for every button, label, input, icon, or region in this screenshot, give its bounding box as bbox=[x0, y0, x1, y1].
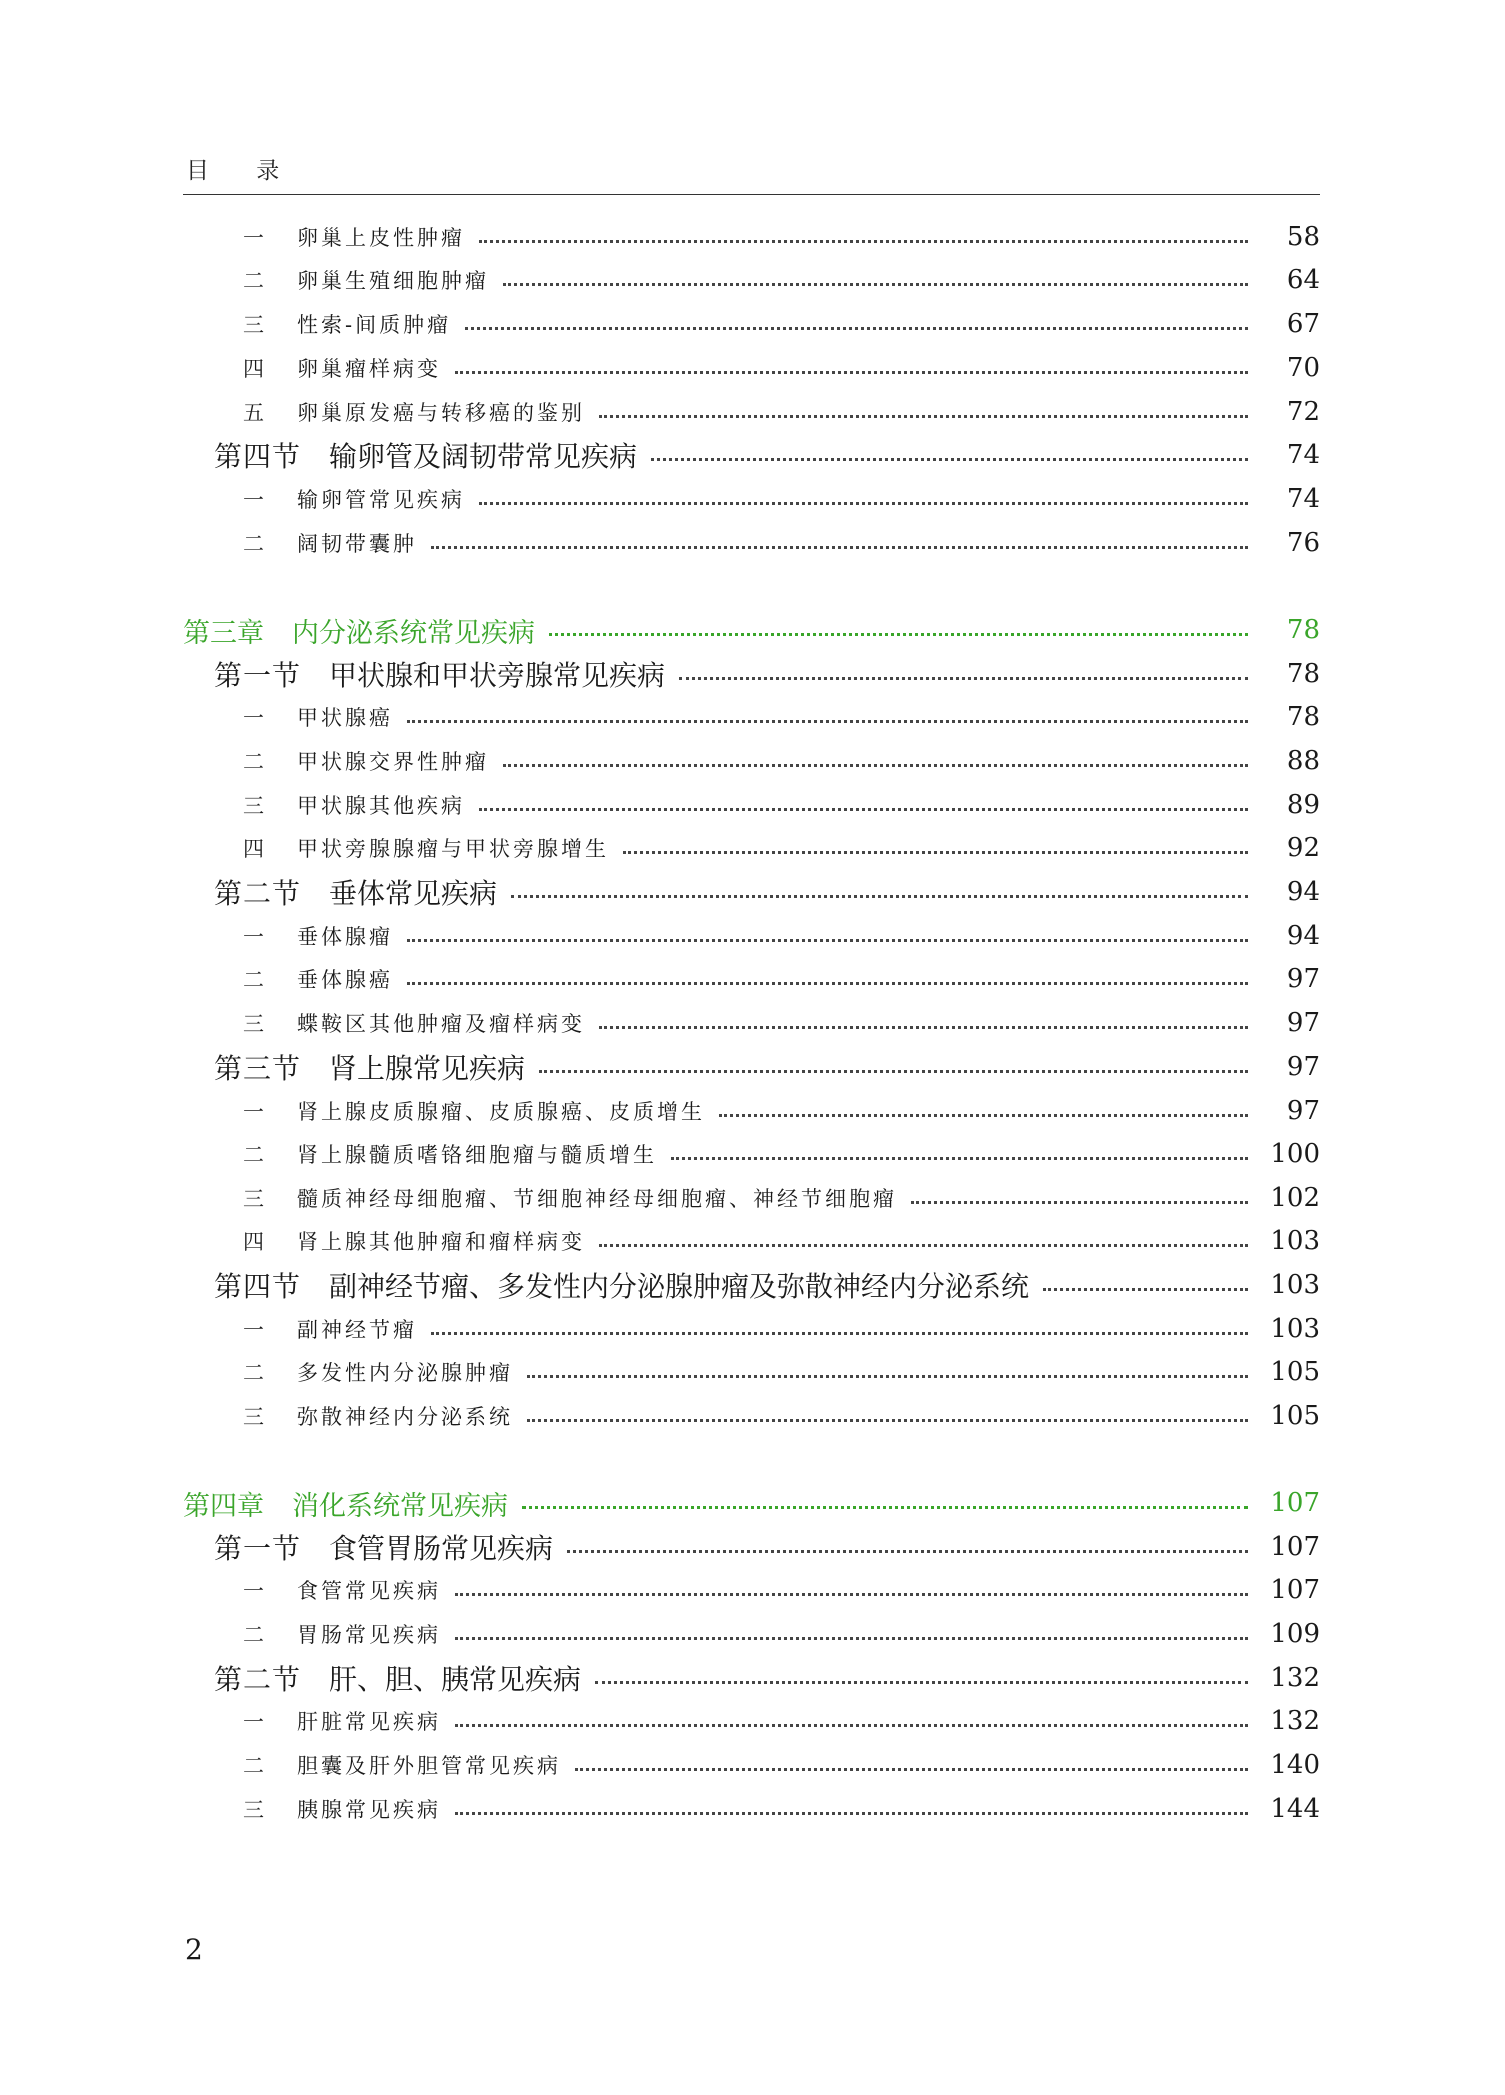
toc-item-number: 一 bbox=[243, 226, 264, 250]
dot-leader bbox=[407, 939, 1248, 942]
toc-item-number: 一 bbox=[243, 1100, 264, 1124]
toc-item-row[interactable] bbox=[0, 1309, 1505, 1349]
toc-page-number: 105 bbox=[1270, 1357, 1320, 1387]
toc-item-title: 甲状腺癌 bbox=[297, 706, 393, 730]
toc-item-title: 卵巢上皮性肿瘤 bbox=[297, 226, 465, 250]
toc-item-number: 五 bbox=[243, 401, 264, 425]
toc-page-number: 140 bbox=[1270, 1750, 1320, 1780]
toc-page-number: 94 bbox=[1286, 877, 1320, 907]
toc-page-number: 70 bbox=[1286, 353, 1320, 383]
toc-item-row[interactable] bbox=[0, 260, 1505, 300]
toc-page-number: 72 bbox=[1286, 397, 1320, 427]
toc-item-number: 一 bbox=[243, 706, 264, 730]
toc-item-title: 卵巢原发癌与转移癌的鉴别 bbox=[297, 401, 585, 425]
toc-page-number: 78 bbox=[1286, 702, 1320, 732]
dot-leader bbox=[455, 371, 1248, 374]
toc-page-number: 103 bbox=[1270, 1270, 1320, 1300]
toc-item-title: 髓质神经母细胞瘤、节细胞神经母细胞瘤、神经节细胞瘤 bbox=[297, 1187, 897, 1211]
toc-section-title: 副神经节瘤、多发性内分泌腺肿瘤及弥散神经内分泌系统 bbox=[329, 1270, 1030, 1303]
dot-leader bbox=[599, 1244, 1248, 1247]
dot-leader bbox=[575, 1768, 1248, 1771]
toc-chapter-row[interactable] bbox=[0, 610, 1505, 650]
dot-leader bbox=[479, 808, 1248, 811]
dot-leader bbox=[549, 633, 1248, 636]
toc-page-number: 97 bbox=[1286, 1008, 1320, 1038]
toc-item-number: 三 bbox=[243, 1798, 264, 1822]
toc-item-row[interactable] bbox=[0, 1789, 1505, 1829]
toc-item-row[interactable] bbox=[0, 1134, 1505, 1174]
toc-item-title: 胃肠常见疾病 bbox=[297, 1623, 441, 1647]
dot-leader bbox=[511, 895, 1248, 898]
toc-item-row[interactable] bbox=[0, 1745, 1505, 1785]
toc-item-number: 二 bbox=[243, 532, 264, 556]
dot-leader bbox=[719, 1114, 1248, 1117]
toc-item-number: 三 bbox=[243, 1012, 264, 1036]
toc-item-title: 食管常见疾病 bbox=[297, 1579, 441, 1603]
toc-item-number: 一 bbox=[243, 1579, 264, 1603]
toc-section-label: 第三节 bbox=[214, 1052, 302, 1085]
toc-item-title: 肾上腺其他肿瘤和瘤样病变 bbox=[297, 1230, 585, 1254]
toc-item-number: 一 bbox=[243, 1318, 264, 1342]
toc-page-number: 74 bbox=[1286, 440, 1320, 470]
toc-item-number: 二 bbox=[243, 1143, 264, 1167]
toc-item-number: 一 bbox=[243, 488, 264, 512]
toc-page-number: 132 bbox=[1270, 1663, 1320, 1693]
toc-page-number: 92 bbox=[1286, 833, 1320, 863]
toc-item-title: 肝脏常见疾病 bbox=[297, 1710, 441, 1734]
dot-leader bbox=[911, 1201, 1248, 1204]
toc-item-number: 二 bbox=[243, 968, 264, 992]
toc-page-number: 67 bbox=[1286, 309, 1320, 339]
dot-leader bbox=[623, 851, 1248, 854]
toc-page-number: 97 bbox=[1286, 1096, 1320, 1126]
toc-chapter-label: 第四章 bbox=[183, 1490, 264, 1522]
toc-item-title: 输卵管常见疾病 bbox=[297, 488, 465, 512]
toc-page-number: 78 bbox=[1286, 615, 1320, 645]
toc-page-number: 102 bbox=[1270, 1183, 1320, 1213]
dot-leader bbox=[599, 1026, 1248, 1029]
toc-item-title: 肾上腺髓质嗜铬细胞瘤与髓质增生 bbox=[297, 1143, 657, 1167]
toc-item-row[interactable] bbox=[0, 697, 1505, 737]
toc-item-title: 垂体腺瘤 bbox=[297, 925, 393, 949]
toc-item-row[interactable] bbox=[0, 828, 1505, 868]
toc-page-number: 107 bbox=[1270, 1575, 1320, 1605]
toc-section-row[interactable] bbox=[0, 654, 1505, 694]
toc-section-label: 第四节 bbox=[214, 1270, 302, 1303]
toc-chapter-title: 内分泌系统常见疾病 bbox=[292, 617, 535, 649]
toc-section-label: 第四节 bbox=[214, 440, 302, 473]
toc-item-number: 四 bbox=[243, 1230, 264, 1254]
dot-leader bbox=[567, 1550, 1248, 1553]
toc-item-title: 弥散神经内分泌系统 bbox=[297, 1405, 513, 1429]
toc-page-number: 74 bbox=[1286, 484, 1320, 514]
toc-item-row[interactable] bbox=[0, 1396, 1505, 1436]
toc-section-title: 输卵管及阔韧带常见疾病 bbox=[329, 440, 638, 473]
toc-page-number: 109 bbox=[1270, 1619, 1320, 1649]
toc-chapter-label: 第三章 bbox=[183, 617, 264, 649]
dot-leader bbox=[651, 458, 1248, 461]
toc-item-title: 甲状腺其他疾病 bbox=[297, 794, 465, 818]
toc-item-row[interactable] bbox=[0, 392, 1505, 432]
dot-leader bbox=[595, 1681, 1248, 1684]
toc-item-row[interactable] bbox=[0, 1614, 1505, 1654]
toc-page-number: 107 bbox=[1270, 1532, 1320, 1562]
dot-leader bbox=[479, 502, 1248, 505]
toc-section-row[interactable] bbox=[0, 1527, 1505, 1567]
toc-item-number: 四 bbox=[243, 357, 264, 381]
dot-leader bbox=[503, 764, 1248, 767]
toc-item-row[interactable] bbox=[0, 1570, 1505, 1610]
toc-item-row[interactable] bbox=[0, 959, 1505, 999]
toc-section-row[interactable] bbox=[0, 872, 1505, 912]
toc-section-row[interactable] bbox=[0, 1265, 1505, 1305]
dot-leader bbox=[539, 1070, 1248, 1073]
toc-section-title: 垂体常见疾病 bbox=[329, 877, 498, 910]
toc-page-number: 78 bbox=[1286, 659, 1320, 689]
toc-item-row[interactable] bbox=[0, 1352, 1505, 1392]
toc-chapter-title: 消化系统常见疾病 bbox=[292, 1490, 508, 1522]
toc-item-title: 胆囊及肝外胆管常见疾病 bbox=[297, 1754, 561, 1778]
toc-section-label: 第二节 bbox=[214, 877, 302, 910]
toc-section-title: 食管胃肠常见疾病 bbox=[329, 1532, 554, 1565]
toc-page-number: 97 bbox=[1286, 1052, 1320, 1082]
toc-item-number: 一 bbox=[243, 925, 264, 949]
dot-leader bbox=[431, 546, 1248, 549]
toc-page-number: 58 bbox=[1286, 222, 1320, 252]
dot-leader bbox=[407, 720, 1248, 723]
dot-leader bbox=[455, 1593, 1248, 1596]
dot-leader bbox=[527, 1375, 1248, 1378]
toc-item-row[interactable] bbox=[0, 1003, 1505, 1043]
toc-item-title: 甲状旁腺腺瘤与甲状旁腺增生 bbox=[297, 837, 609, 861]
toc-item-row[interactable] bbox=[0, 741, 1505, 781]
toc-page-number: 132 bbox=[1270, 1706, 1320, 1736]
toc-page-number: 97 bbox=[1286, 964, 1320, 994]
toc-item-row[interactable] bbox=[0, 1221, 1505, 1261]
toc-page-number: 88 bbox=[1286, 746, 1320, 776]
toc-section-title: 肝、胆、胰常见疾病 bbox=[329, 1663, 582, 1696]
toc-page-number: 103 bbox=[1270, 1314, 1320, 1344]
toc-chapter-row[interactable] bbox=[0, 1483, 1505, 1523]
toc-item-title: 垂体腺癌 bbox=[297, 968, 393, 992]
toc-item-row[interactable] bbox=[0, 523, 1505, 563]
toc-item-row[interactable] bbox=[0, 1091, 1505, 1131]
toc-item-number: 二 bbox=[243, 750, 264, 774]
toc-item-row[interactable] bbox=[0, 1178, 1505, 1218]
toc-item-title: 阔韧带囊肿 bbox=[297, 532, 417, 556]
toc-item-row[interactable] bbox=[0, 348, 1505, 388]
toc-page-number: 89 bbox=[1286, 790, 1320, 820]
dot-leader bbox=[455, 1637, 1248, 1640]
toc-item-title: 甲状腺交界性肿瘤 bbox=[297, 750, 489, 774]
toc-item-number: 三 bbox=[243, 1405, 264, 1429]
toc-page-number: 107 bbox=[1270, 1488, 1320, 1518]
toc-item-number: 四 bbox=[243, 837, 264, 861]
toc-page-number: 64 bbox=[1286, 265, 1320, 295]
toc-item-row[interactable] bbox=[0, 1701, 1505, 1741]
dot-leader bbox=[503, 283, 1248, 286]
dot-leader bbox=[1043, 1288, 1248, 1291]
toc-item-number: 三 bbox=[243, 313, 264, 337]
toc-item-number: 三 bbox=[243, 794, 264, 818]
toc-item-title: 多发性内分泌腺肿瘤 bbox=[297, 1361, 513, 1385]
dot-leader bbox=[431, 1332, 1248, 1335]
toc-item-row[interactable] bbox=[0, 217, 1505, 257]
toc-section-title: 肾上腺常见疾病 bbox=[329, 1052, 526, 1085]
toc-section-title: 甲状腺和甲状旁腺常见疾病 bbox=[329, 659, 666, 692]
page-number: 2 bbox=[185, 1933, 203, 1966]
toc-page-number: 144 bbox=[1270, 1794, 1320, 1824]
toc-section-row[interactable] bbox=[0, 1658, 1505, 1698]
toc-item-row[interactable] bbox=[0, 916, 1505, 956]
toc-section-row[interactable] bbox=[0, 435, 1505, 475]
toc-item-title: 蝶鞍区其他肿瘤及瘤样病变 bbox=[297, 1012, 585, 1036]
dot-leader bbox=[455, 1812, 1248, 1815]
toc-item-number: 二 bbox=[243, 1754, 264, 1778]
toc-item-row[interactable] bbox=[0, 304, 1505, 344]
dot-leader bbox=[522, 1506, 1248, 1509]
toc-item-title: 胰腺常见疾病 bbox=[297, 1798, 441, 1822]
dot-leader bbox=[599, 415, 1248, 418]
toc-item-title: 卵巢生殖细胞肿瘤 bbox=[297, 269, 489, 293]
toc-item-number: 二 bbox=[243, 1623, 264, 1647]
toc-section-row[interactable] bbox=[0, 1047, 1505, 1087]
toc-item-title: 副神经节瘤 bbox=[297, 1318, 417, 1342]
dot-leader bbox=[455, 1724, 1248, 1727]
toc-item-title: 肾上腺皮质腺瘤、皮质腺癌、皮质增生 bbox=[297, 1100, 705, 1124]
dot-leader bbox=[465, 327, 1248, 330]
toc-page-number: 94 bbox=[1286, 921, 1320, 951]
dot-leader bbox=[479, 240, 1248, 243]
toc-page-number: 103 bbox=[1270, 1226, 1320, 1256]
toc-item-row[interactable] bbox=[0, 479, 1505, 519]
toc-section-label: 第一节 bbox=[214, 1532, 302, 1565]
dot-leader bbox=[407, 982, 1248, 985]
toc-page-number: 105 bbox=[1270, 1401, 1320, 1431]
dot-leader bbox=[679, 677, 1248, 680]
toc-item-row[interactable] bbox=[0, 785, 1505, 825]
toc-page-number: 100 bbox=[1270, 1139, 1320, 1169]
toc-section-label: 第一节 bbox=[214, 659, 302, 692]
toc-page-number: 76 bbox=[1286, 528, 1320, 558]
toc-item-number: 二 bbox=[243, 1361, 264, 1385]
dot-leader bbox=[527, 1419, 1248, 1422]
toc-item-number: 三 bbox=[243, 1187, 264, 1211]
toc-item-number: 二 bbox=[243, 269, 264, 293]
toc-item-title: 性索-间质肿瘤 bbox=[297, 313, 452, 337]
toc-item-number: 一 bbox=[243, 1710, 264, 1734]
toc-item-title: 卵巢瘤样病变 bbox=[297, 357, 441, 381]
running-header: 目 录 bbox=[186, 158, 300, 184]
toc-section-label: 第二节 bbox=[214, 1663, 302, 1696]
dot-leader bbox=[671, 1157, 1248, 1160]
